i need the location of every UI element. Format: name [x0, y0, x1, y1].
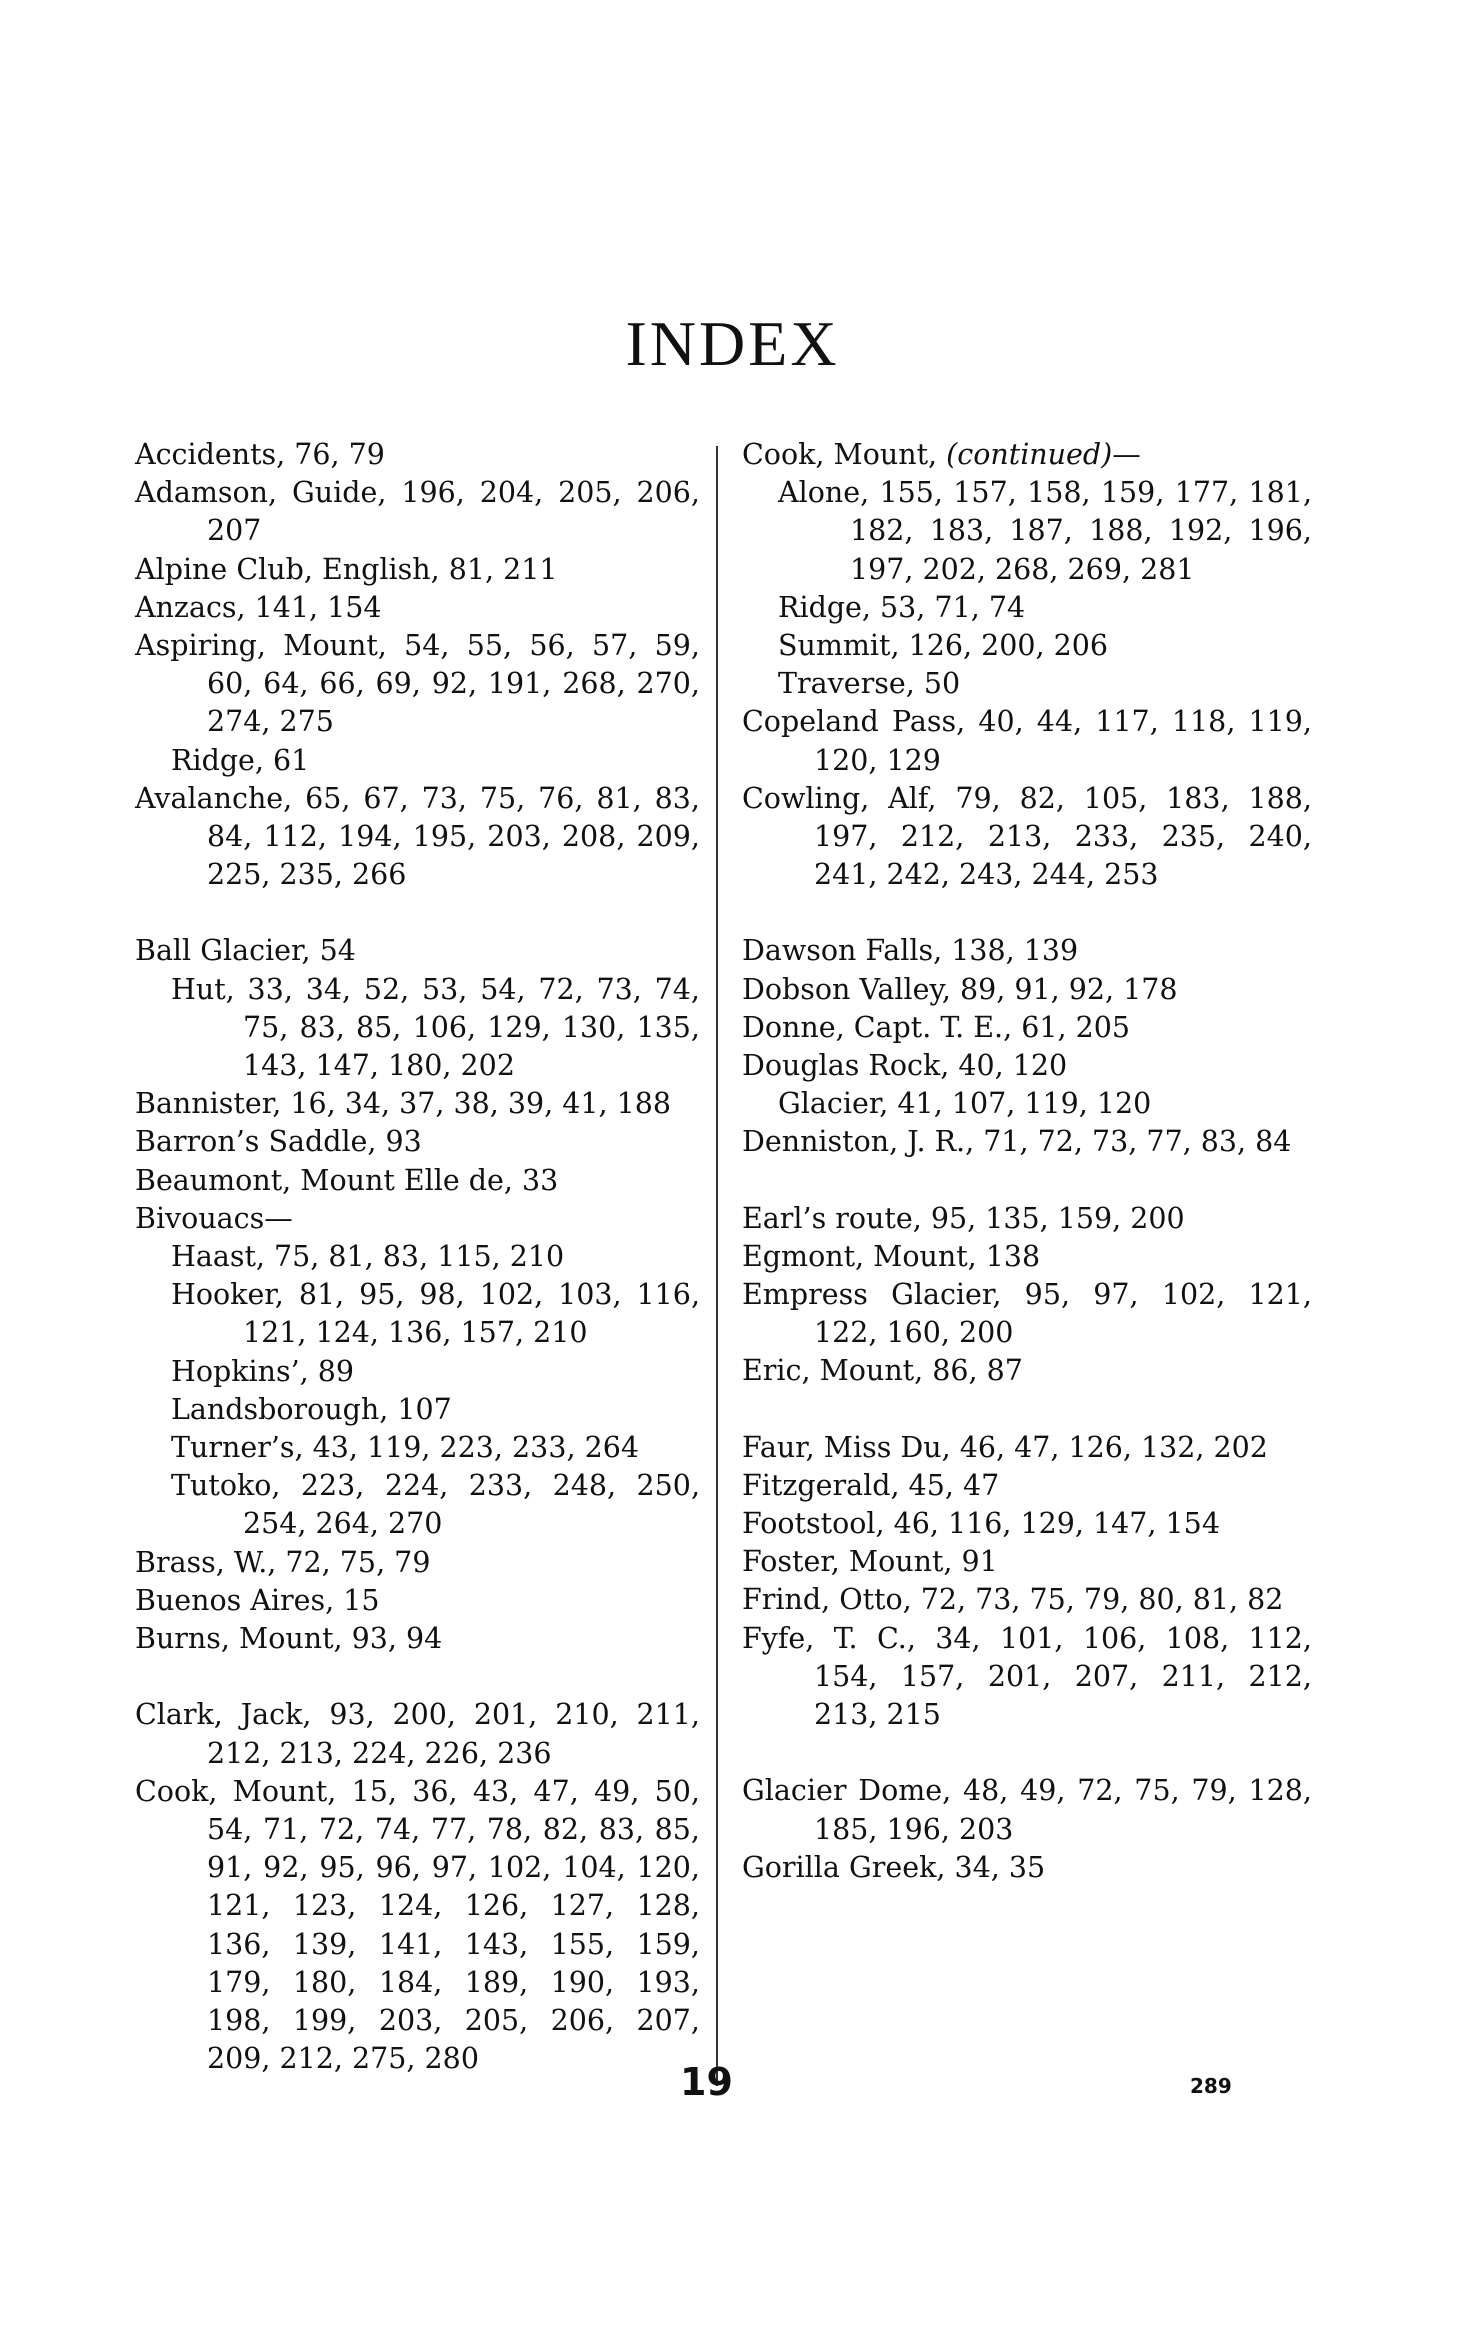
- index-entry: Adamson, Guide, 196, 204, 205, 206, 207: [135, 476, 700, 548]
- index-subentry: Alone, 155, 157, 158, 159, 177, 181, 182, 183, 187, 188, 192, 196, 197, 202, 268, 269, 281: [778, 476, 1312, 586]
- index-entry: Anzacs, 141, 154: [135, 590, 382, 624]
- signature-mark: 19: [680, 2060, 733, 2104]
- index-entry: Clark, Jack, 93, 200, 201, 210, 211, 212, 213, 224, 226, 236: [135, 1698, 700, 1770]
- index-entry: Fitzgerald, 45, 47: [742, 1468, 1000, 1502]
- index-subentry: Summit, 126, 200, 206: [778, 629, 1109, 663]
- index-entry: Egmont, Mount, 138: [742, 1239, 1041, 1273]
- page-title: INDEX: [625, 308, 840, 379]
- index-entry: Empress Glacier, 95, 97, 102, 121, 122, 160, 200: [742, 1278, 1312, 1350]
- letter-group-gap: [135, 894, 700, 932]
- index-entry: Glacier Dome, 48, 49, 72, 75, 79, 128, 185, 196, 203: [742, 1774, 1312, 1846]
- index-entry: Burns, Mount, 93, 94: [135, 1622, 443, 1656]
- index-entry: Avalanche, 65, 67, 73, 75, 76, 81, 83, 84, 112, 194, 195, 203, 208, 209, 225, 235, 266: [135, 781, 700, 892]
- letter-group-gap: [742, 1162, 1312, 1200]
- page-number: 289: [1190, 2074, 1232, 2098]
- index-entry: Dawson Falls, 138, 139: [742, 934, 1079, 968]
- column-divider: [716, 446, 718, 2086]
- index-entry: Donne, Capt. T. E., 61, 205: [742, 1010, 1131, 1044]
- index-entry: Barron’s Saddle, 93: [135, 1125, 422, 1159]
- index-entry: Footstool, 46, 116, 129, 147, 154: [742, 1507, 1220, 1541]
- index-entry: Foster, Mount, 91: [742, 1545, 998, 1579]
- index-entry: Frind, Otto, 72, 73, 75, 79, 80, 81, 82: [742, 1583, 1284, 1617]
- index-column-right: [742, 436, 1312, 1887]
- index-entry: Buenos Aires, 15: [135, 1583, 380, 1617]
- index-entry: Douglas Rock, 40, 120: [742, 1049, 1068, 1083]
- index-entry: Faur, Miss Du, 46, 47, 126, 132, 202: [742, 1430, 1268, 1464]
- index-subentry: Traverse, 50: [778, 667, 961, 701]
- index-entry: Dobson Valley, 89, 91, 92, 178: [742, 972, 1178, 1006]
- index-subentry: Hut, 33, 34, 52, 53, 54, 72, 73, 74, 75, 83, 85, 106, 129, 130, 135, 143, 147, 180, 202: [171, 972, 700, 1083]
- index-column-left: [135, 436, 700, 2078]
- index-subentry: Ridge, 61: [171, 743, 310, 777]
- index-entry: Brass, W., 72, 75, 79: [135, 1545, 431, 1579]
- index-subentry: Haast, 75, 81, 83, 115, 210: [171, 1240, 565, 1274]
- index-subentry: Hopkins’, 89: [171, 1354, 355, 1388]
- index-entry: Eric, Mount, 86, 87: [742, 1354, 1023, 1388]
- index-entry: Beaumont, Mount Elle de, 33: [135, 1163, 559, 1197]
- index-entry: Aspiring, Mount, 54, 55, 56, 57, 59, 60, 64, 66, 69, 92, 191, 268, 270, 274, 275: [135, 629, 700, 739]
- index-entry: Gorilla Greek, 34, 35: [742, 1850, 1046, 1884]
- index-entry: Bivouacs—: [135, 1201, 293, 1235]
- index-entry: Earl’s route, 95, 135, 159, 200: [742, 1201, 1185, 1235]
- index-subentry: Turner’s, 43, 119, 223, 233, 264: [171, 1431, 639, 1465]
- index-subentry: Landsborough, 107: [171, 1392, 452, 1426]
- index-entry: Cook, Mount, 15, 36, 43, 47, 49, 50, 54, 71, 72, 74, 77, 78, 82, 83, 85, 91, 92, 95, 96, 97, 102, 104, 120, 121, 123, 124, 126, 127, 128, 136, 139, 141, 143, 155, 159, 179, 180, 184, 189, 190, 193, 198, 199, 203, 205, 206, 207, 209, 212, 275, 280: [135, 1774, 700, 2076]
- index-subentry: Ridge, 53, 71, 74: [778, 590, 1026, 624]
- letter-group-gap: [742, 894, 1312, 932]
- index-entry: Denniston, J. R., 71, 72, 73, 77, 83, 84: [742, 1125, 1292, 1159]
- index-entry: Cook, Mount, (continued)—: [742, 438, 1141, 471]
- index-entry: Accidents, 76, 79: [135, 438, 385, 471]
- index-entry: Ball Glacier, 54: [135, 934, 356, 968]
- index-entry: Fyfe, T. C., 34, 101, 106, 108, 112, 154, 157, 201, 207, 211, 212, 213, 215: [742, 1621, 1312, 1732]
- index-subentry: Hooker, 81, 95, 98, 102, 103, 116, 121, 124, 136, 157, 210: [171, 1278, 700, 1350]
- index-entry: Copeland Pass, 40, 44, 117, 118, 119, 120, 129: [742, 705, 1312, 777]
- index-subentry: Tutoko, 223, 224, 233, 248, 250, 254, 264, 270: [171, 1469, 700, 1541]
- letter-group-gap: [135, 1658, 700, 1696]
- index-entry: Bannister, 16, 34, 37, 38, 39, 41, 188: [135, 1087, 672, 1121]
- index-entry: Alpine Club, English, 81, 211: [135, 552, 558, 586]
- index-subentry: Glacier, 41, 107, 119, 120: [778, 1087, 1152, 1121]
- letter-group-gap: [742, 1391, 1312, 1429]
- index-entry: Cowling, Alf, 79, 82, 105, 183, 188, 197, 212, 213, 233, 235, 240, 241, 242, 243, 244, 253: [742, 781, 1312, 892]
- letter-group-gap: [742, 1734, 1312, 1772]
